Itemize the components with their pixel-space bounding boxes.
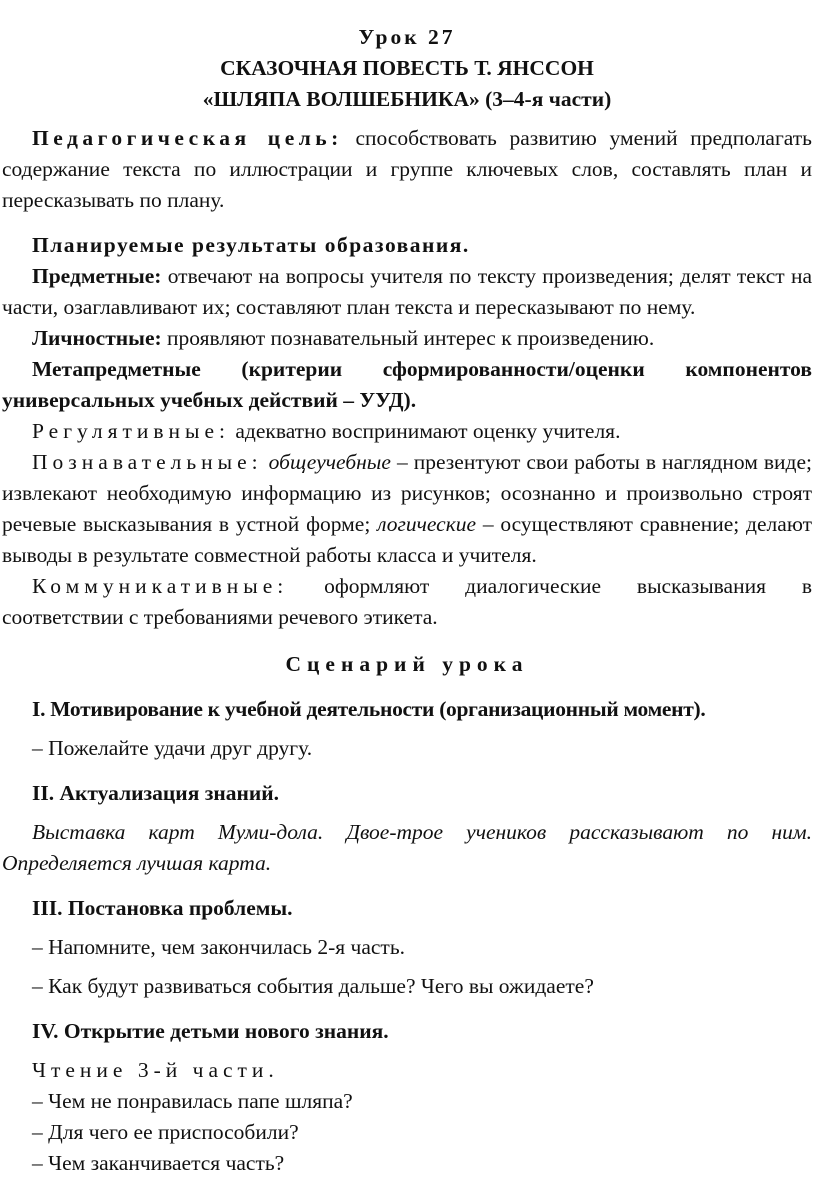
scenario-heading: Сценарий урока [285,652,529,676]
personal-text: проявляют познавательный интерес к произведению. [161,326,655,350]
cognitive-text-general: – презентуют свои работы в наглядном виде; извлекают необходимую информацию из рисунков; осознанно и произвольно строят речевые высказывания в устной форме; [2,450,813,536]
communicative-text: оформляют диалогические высказывания в соответствии с требованиями речевого этикета. [2,574,812,629]
subject-label: Предметные: [32,264,162,288]
lesson-subtitle: «ШЛЯПА ВОЛШЕБНИКА» (3–4-я части) [202,87,612,111]
goal-text: способствовать развитию умений предполагать содержание текста по иллюстрации и группе ключевых слов, составлять план и пересказывать по плану. [2,126,812,212]
communicative-label: Коммуникативные: [32,574,289,598]
regulative-label: Регулятивные: [32,419,230,443]
lesson-title: СКАЗОЧНАЯ ПОВЕСТЬ Т. ЯНССОН [220,56,594,80]
subject-results [2,261,812,323]
section-4-reading: Чтение 3-й части. [32,1058,279,1082]
goal-label: Педагогическая цель: [32,126,343,150]
subject-text: отвечают на вопросы учителя по тексту произведения; делят текст на части, озаглавливают их; составляют план текста и пересказывают по нему. [2,264,812,319]
section-4-question-1: – Чем не понравилась папе шляпа? [32,1089,353,1113]
meta-heading: Метапредметные (критерии сформированности/оценки компонентов универсальных учебных действий – УУД). [2,357,812,412]
regulative-text: адекватно воспринимают оценку учителя. [229,419,621,443]
regulative-results [2,416,812,447]
section-1-line: – Пожелайте удачи друг другу. [32,736,313,760]
section-1-title: I. Мотивирование к учебной деятельности (организационный момент). [32,697,706,721]
personal-label: Личностные: [32,326,162,350]
cognitive-results [2,447,812,571]
section-3-title: III. Постановка проблемы. [32,896,293,920]
section-3-line-2: – Как будут развиваться события дальше? Чего вы ожидаете? [32,974,594,998]
section-4-question-2: – Для чего ее приспособили? [32,1120,299,1144]
cognitive-label: Познавательные: [32,450,263,474]
section-4-title: IV. Открытие детьми нового знания. [32,1019,389,1043]
results-heading: Планируемые результаты образования. [32,233,470,257]
lesson-number: Урок 27 [358,25,456,49]
cognitive-italic-logical: логические [370,512,477,536]
cognitive-italic-general: общеучебные [262,450,391,474]
cognitive-text-logical: – осуществляют сравнение; делают выводы в результате совместной работы класса и учителя. [2,512,812,567]
section-2-text: Выставка карт Муми-дола. Двое-трое учеников рассказывают по ним. Определяется лучшая карта. [2,820,812,875]
section-3-line-1: – Напомните, чем закончилась 2-я часть. [32,935,406,959]
section-4-question-3: – Чем заканчивается часть? [32,1151,285,1175]
personal-results [2,323,812,354]
section-2-title: II. Актуализация знаний. [32,781,280,805]
pedagogical-goal [2,123,812,216]
communicative-results [2,571,812,633]
